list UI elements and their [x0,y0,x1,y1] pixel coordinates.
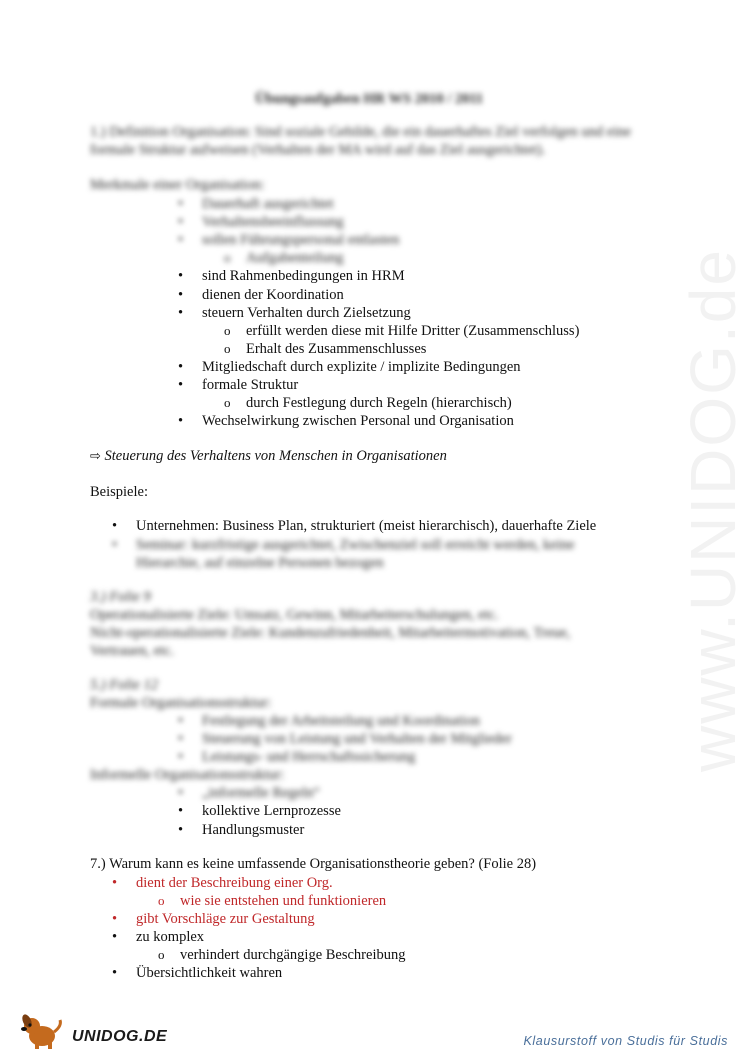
q5-formal-item: • Festlegung der Arbeitsteilung und Koordination [202,712,480,730]
beispiel-blurred-line2: Hierarchie, auf einzelne Personen bezogen [136,555,384,571]
q1-text-line2: formale Struktur aufweisen (Verhalten der MA wird auf das Ziel ausgerichtet). [90,142,546,158]
merkmale-heading: Merkmale einer Organisation: [90,177,265,193]
beispiele-label: Beispiele: [90,484,148,500]
arrow-right-icon: ⇨ [90,449,101,464]
merkmal-item: • steuern Verhalten durch Zielsetzung [202,304,411,322]
q7-item-red: • dient der Beschreibung einer Org. [136,874,333,892]
watermark: www.UNIDOG.de [677,248,749,772]
merkmal-item: • Wechselwirkung zwischen Personal und Organisation [202,412,514,430]
merkmal-blurred-2: • Verhaltensbeeinflussung [202,213,344,231]
arrow-conclusion-text: Steuerung des Verhaltens von Menschen in Organisationen [104,448,447,464]
q7-item-red: • gibt Vorschläge zur Gestaltung [136,910,315,928]
q5-informal-item: • „informelle Regeln“ [202,784,320,802]
merkmal-blurred-1: • Dauerhaft ausgerichtet [202,195,334,213]
q7-subitem-red: o wie sie entstehen und funktionieren [180,892,386,910]
q7-item: • Übersichtlichkeit wahren [136,964,282,982]
merkmal-subitem: o erfüllt werden diese mit Hilfe Dritter (Zusammenschluss) [246,322,579,340]
q3-heading: 3.) Folie 9 [90,589,151,605]
q5-informal-label: Informelle Organisationsstruktur: [90,767,285,783]
merkmal-subitem: o durch Festlegung durch Regeln (hierarchisch) [246,394,512,412]
arrow-conclusion [90,447,447,466]
merkmal-item: • Mitgliedschaft durch explizite / implizite Bedingungen [202,358,521,376]
logo-text: UNIDOG.DE [72,1028,168,1045]
q7-subitem: o verhindert durchgängige Beschreibung [180,946,405,964]
q7-heading: 7.) Warum kann es keine umfassende Organisationstheorie geben? (Folie 28) [90,856,537,872]
dog-icon [18,1012,74,1052]
q7-item: • zu komplex [136,928,204,946]
document-title: Übungsaufgaben HR WS 2010 / 2011 [255,91,484,107]
q1-text-line1: 1.) Definition Organisation: Sind soziale Gebilde, die ein dauerhaftes Ziel verfolgen und eine [90,124,631,140]
footer-tagline: Klausurstoff von Studis für Studis [523,1034,728,1048]
merkmal-item: • dienen der Koordination [202,286,344,304]
q5-heading: 5.) Folie 12 [90,677,159,693]
beispiel-blurred-line1: • Seminar: kurzfristige ausgerichtet, Zwischenziel soll erreicht werden, keine [136,536,574,554]
merkmal-subitem: o Erhalt des Zusammenschlusses [246,340,426,358]
merkmal-item: • sind Rahmenbedingungen in HRM [202,267,405,285]
merkmal-blurred-3: • sollen Führungspersonal entlasten [202,231,399,249]
q5-informal-item: • kollektive Lernprozesse [202,802,341,820]
merkmal-item: • formale Struktur [202,376,298,394]
q5-formal-item: • Steuerung von Leistung und Verhalten der Mitglieder [202,730,512,748]
q3-line3: Vertrauen, etc. [90,643,175,659]
beispiel-item: • Unternehmen: Business Plan, strukturiert (meist hierarchisch), dauerhafte Ziele [136,517,596,535]
merkmal-blurred-sub: o Aufgabenteilung [246,249,343,267]
q5-formal-item: • Leistungs- und Herrschaftssicherung [202,748,415,766]
unidog-logo[interactable] [18,1012,168,1052]
q3-line1: Operationalisierte Ziele: Umsatz, Gewinn, Mitarbeiterschulungen, etc. [90,607,499,623]
q3-line2: Nicht-operationalisierte Ziele: Kundenzufriedenheit, Mitarbeitermotivation, Treue, [90,625,571,641]
q5-informal-item: • Handlungsmuster [202,821,304,839]
q5-formal-label: Formale Organisationsstruktur: [90,695,272,711]
